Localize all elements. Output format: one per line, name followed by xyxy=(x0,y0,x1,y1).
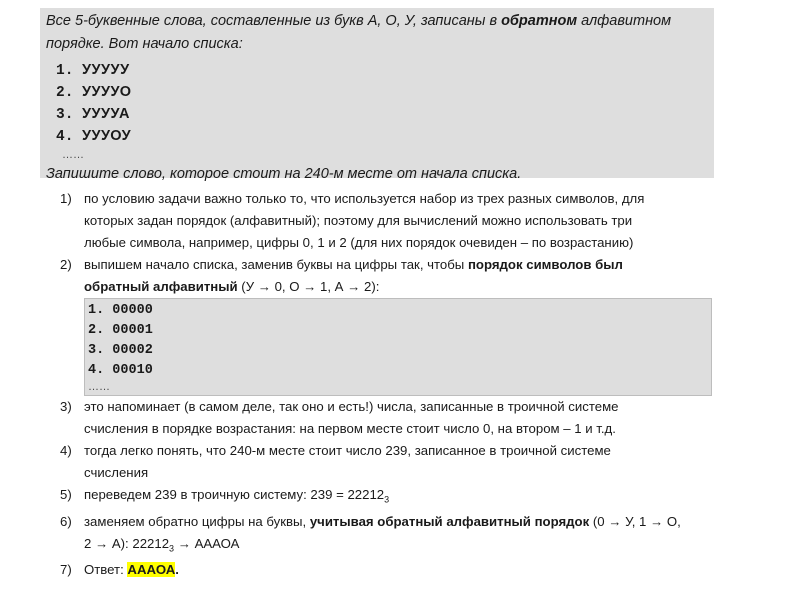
step-number: 6) xyxy=(60,513,72,529)
step-text: (0 → У, 1 → О, xyxy=(589,513,681,529)
solution-step-1 xyxy=(40,188,730,254)
step-bold-text: учитывая обратный алфавитный порядок xyxy=(309,513,590,529)
solution-step-4 xyxy=(40,440,730,484)
code-line: 4. 00010 xyxy=(88,363,153,378)
step-text-line: которых задан порядок (алфавитный); поэтому для вычислений можно использовать три xyxy=(84,213,633,228)
list-item-num: 3. xyxy=(56,107,74,123)
solution-step-6 xyxy=(40,511,730,560)
solution-step-5 xyxy=(40,484,730,511)
task-box xyxy=(40,8,714,182)
step-bold-text: обратный алфавитный xyxy=(84,279,238,294)
list-item xyxy=(56,59,708,81)
step-number: 4) xyxy=(60,443,72,458)
step-text-line: счисления в порядке возрастания: на первом месте стоит число 0, на втором – 1 и т.д. xyxy=(84,421,616,436)
list-item-word: УУУУА xyxy=(82,106,130,122)
task-statement xyxy=(46,10,708,56)
task-word-list xyxy=(56,59,708,147)
code-line: 2. 00001 xyxy=(88,323,153,338)
list-item xyxy=(56,103,708,125)
step-text-line: счисления xyxy=(84,465,149,480)
solution-step-3 xyxy=(40,396,730,440)
base-subscript: 3 xyxy=(169,543,175,554)
step-text-line xyxy=(84,533,730,560)
step-text: → АААОА xyxy=(174,535,240,551)
digit-code-box xyxy=(84,298,712,396)
step-text: (У → 0, О → 1, А → 2): xyxy=(237,279,380,294)
step-text-line: любые символа, например, цифры 0, 1 и 2 (для них порядок очевиден – по возрастанию) xyxy=(84,235,634,250)
step-text-line: по условию задачи важно только то, что используется набор из трех разных символов, для xyxy=(84,191,645,206)
step-text-line xyxy=(84,276,730,298)
answer-value: АААОА xyxy=(127,562,176,578)
code-line: 3. 00002 xyxy=(88,343,153,358)
step-text: переведем 239 в троичную систему: 239 = 22212 xyxy=(84,487,385,502)
step-text: заменяем обратно цифры на буквы, xyxy=(84,513,310,529)
step-text-line: это напоминает (в самом деле, так оно и есть!) числа, записанные в троичной системе xyxy=(84,399,619,414)
step-text: 2 → А): 22212 xyxy=(84,535,170,551)
list-item xyxy=(56,81,708,103)
task-question: Запишите слово, которое стоит на 240-м месте от начала списка. xyxy=(46,166,522,182)
list-item xyxy=(56,125,708,147)
answer-label: Ответ: xyxy=(84,562,128,578)
solution-step-2 xyxy=(40,254,730,298)
step-text-line xyxy=(84,484,730,511)
task-ellipsis: …… xyxy=(62,149,84,161)
step-number: 7) xyxy=(60,562,72,578)
base-subscript: 3 xyxy=(384,494,390,505)
step-number: 1) xyxy=(60,191,72,206)
step-text-line xyxy=(84,511,730,533)
step-bold-text: порядок символов был xyxy=(467,257,623,272)
solution-step-7 xyxy=(40,559,730,581)
task-line1-bold: обратном xyxy=(501,13,578,29)
step-text-line xyxy=(84,559,730,581)
code-line: 1. 00000 xyxy=(88,303,153,318)
step-number: 5) xyxy=(60,487,72,502)
task-line2: порядке. Вот начало списка: xyxy=(46,36,243,52)
solution-list xyxy=(40,188,730,581)
step-text-line xyxy=(84,254,730,276)
list-item-word: УУУУО xyxy=(82,84,132,100)
list-item-num: 2. xyxy=(56,85,74,101)
task-line1-prefix: Все 5-буквенные слова, составленные из букв А, О, У, записаны в xyxy=(46,13,502,29)
step-number: 2) xyxy=(60,257,72,272)
list-item-num: 4. xyxy=(56,129,74,145)
task-line1-suffix: алфавитном xyxy=(577,13,672,29)
list-item-num: 1. xyxy=(56,63,74,79)
list-item-word: УУУУУ xyxy=(82,62,130,78)
step-text: выпишем начало списка, заменив буквы на цифры так, чтобы xyxy=(84,257,468,272)
answer-period: . xyxy=(175,562,179,578)
step-text-line: тогда легко понять, что 240-м месте стоит число 239, записанное в троичной системе xyxy=(84,443,611,458)
step-number: 3) xyxy=(60,399,72,414)
code-ellipsis: …… xyxy=(88,381,110,393)
list-item-word: УУУОУ xyxy=(82,128,132,144)
